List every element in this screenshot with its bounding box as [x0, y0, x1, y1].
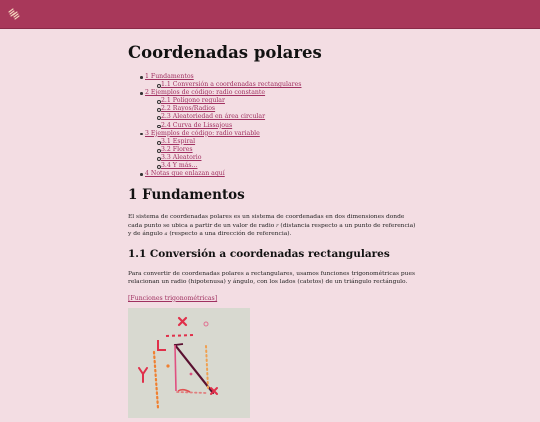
- toc-subitem: [145, 138, 418, 146]
- trig-sketch-image: [128, 308, 250, 418]
- toc-item: [128, 73, 418, 89]
- toc-subitem: [145, 81, 418, 89]
- toc-link-flores[interactable]: 3.2 Flores: [161, 145, 193, 153]
- toc-subitem: [145, 162, 418, 170]
- toc-link-radio-constante[interactable]: 2 Ejemplos de código: radio constante: [145, 89, 266, 97]
- paragraph-text: (respecto a una dirección de referencia).: [167, 230, 292, 237]
- section-paragraph: Para convertir de coordenadas polares a rectangulares, usamos funciones trigonométricas pues relacionan un radio (hipotenusa) y ángulo, con los lados (catetos) de un triángulo rectángulo.: [128, 271, 415, 286]
- variable-a: a: [164, 230, 168, 237]
- toc-subitem: [145, 97, 418, 105]
- section-heading-fundamentos: 1 Fundamentos: [128, 187, 245, 204]
- section-paragraph: [128, 213, 418, 238]
- toc-link-fundamentos[interactable]: 1 Fundamentos: [145, 73, 194, 80]
- toc-link-lissajous[interactable]: 2.4 Curva de Lissajous: [161, 121, 233, 129]
- toc-link-conversion[interactable]: 1.1 Conversión a coordenadas rectangulares: [161, 81, 302, 89]
- figure-link-container: [128, 295, 418, 303]
- table-of-contents: [128, 73, 418, 178]
- section-heading-conversion: 1.1 Conversión a coordenadas rectangulares: [128, 248, 390, 261]
- top-bar: [0, 0, 540, 29]
- toc-link-rayos[interactable]: 2.2 Rayos/Radios: [161, 105, 216, 113]
- toc-item: [128, 170, 418, 178]
- toc-link-notas[interactable]: 4 Notas que enlazan aquí: [145, 170, 225, 178]
- main-content: [128, 28, 418, 418]
- polar-logo-icon[interactable]: [8, 8, 20, 20]
- paragraph-text: (distancia respecto a un punto de referencia) y de ángulo: [128, 222, 416, 237]
- toc-subitem: [145, 105, 418, 113]
- trig-sketch-drawing: [128, 308, 250, 418]
- variable-r: r: [276, 222, 279, 229]
- paragraph-text: El sistema de coordenadas polares es un sistema de coordenadas en dos dimensiones donde cada punto se ubica a partir de un valor de radio: [128, 214, 405, 229]
- toc-link-radio-variable[interactable]: 3 Ejemplos de código: radio variable: [145, 129, 260, 137]
- toc-item: [128, 89, 418, 129]
- toc-subitem: [145, 154, 418, 162]
- toc-link-aleatoriedad[interactable]: 2.3 Aleatoriedad en área circular: [161, 113, 266, 121]
- toc-link-y-mas[interactable]: 3.4 Y más...: [161, 162, 198, 170]
- toc-link-aleatorio[interactable]: 3.3 Aleatorio: [161, 153, 202, 161]
- toc-link-espiral[interactable]: 3.1 Espiral: [161, 137, 196, 145]
- page-title: Coordenadas polares: [128, 43, 322, 62]
- figure-link[interactable]: [Funciones trigonométricas]: [128, 294, 218, 302]
- toc-subitem: [145, 113, 418, 121]
- toc-subitem: [145, 146, 418, 154]
- toc-item: [128, 130, 418, 170]
- toc-subitem: [145, 122, 418, 130]
- toc-link-poligono[interactable]: 2.1 Polígono regular: [161, 97, 225, 105]
